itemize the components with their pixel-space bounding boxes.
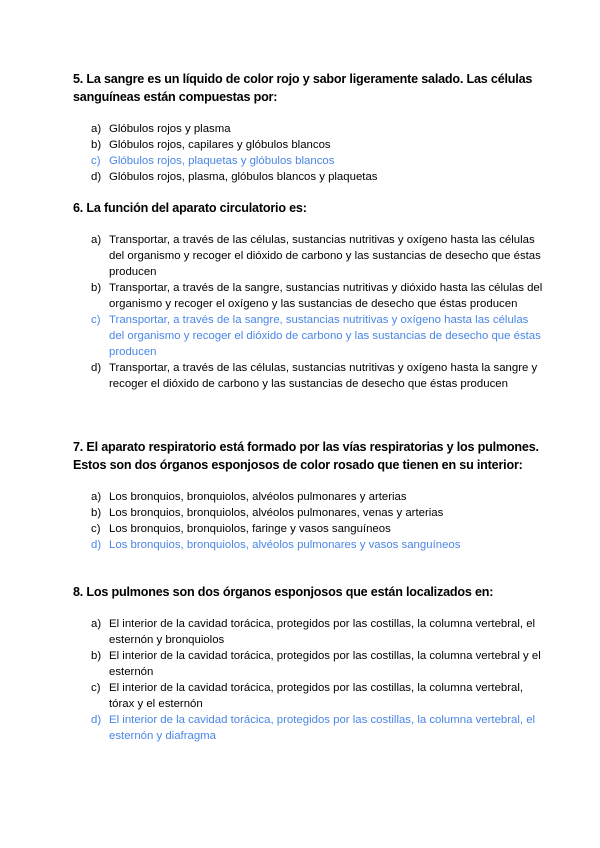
option-letter: d)	[91, 171, 102, 183]
question-text: 5. La sangre es un líquido de color rojo y sabor ligeramente salado. Las células sanguíneas están compuestas por:	[73, 72, 533, 104]
question-5	[73, 70, 543, 185]
option-c-correct	[73, 312, 543, 360]
option-letter: a)	[91, 234, 102, 246]
option-letter: d)	[91, 362, 102, 374]
option-a	[73, 489, 543, 505]
option-letter: b)	[91, 507, 102, 519]
option-text: El interior de la cavidad torácica, protegidos por las costillas, la columna vertebral y el esternón	[109, 650, 541, 678]
option-c-correct	[73, 153, 543, 169]
question-text: 6. La función del aparato circulatorio es:	[73, 201, 307, 215]
question-8	[73, 583, 543, 744]
option-a	[73, 232, 543, 280]
option-list	[73, 121, 543, 185]
option-letter: a)	[91, 123, 102, 135]
option-letter: d)	[91, 539, 102, 551]
option-letter: c)	[91, 155, 101, 167]
option-text: El interior de la cavidad torácica, protegidos por las costillas, la columna vertebral, el esternón y bronquiolos	[109, 618, 536, 646]
option-text: Transportar, a través de la sangre, sustancias nutritivas y oxígeno hasta las células del organismo y recoger el dióxido de carbono y las sustancias de desecho que éstas producen	[109, 314, 541, 358]
option-text: Los bronquios, bronquiolos, alvéolos pulmonares y vasos sanguíneos	[109, 539, 461, 551]
option-c	[73, 680, 543, 712]
option-d-correct	[73, 712, 543, 744]
option-text: Transportar, a través de la sangre, sustancias nutritivas y dióxido hasta las células del organismo y recoger el oxígeno y las sustancias de desecho que éstas producen	[109, 282, 543, 310]
option-c	[73, 521, 543, 537]
option-text: Transportar, a través de las células, sustancias nutritivas y oxígeno hasta la sangre y recoger el dióxido de carbono y las sustancias de desecho que éstas producen	[109, 362, 538, 390]
option-text: Los bronquios, bronquiolos, faringe y vasos sanguíneos	[109, 523, 391, 535]
option-text: Glóbulos rojos, plaquetas y glóbulos blancos	[109, 155, 335, 167]
option-a	[73, 121, 543, 137]
question-6	[73, 199, 543, 392]
question-text: 8. Los pulmones son dos órganos esponjosos que están localizados en:	[73, 585, 494, 599]
option-b	[73, 137, 543, 153]
option-letter: a)	[91, 618, 102, 630]
option-d	[73, 360, 543, 392]
option-list	[73, 489, 543, 553]
option-a	[73, 616, 543, 648]
option-b	[73, 648, 543, 680]
question-7	[73, 438, 543, 553]
option-letter: b)	[91, 139, 102, 151]
option-b	[73, 505, 543, 521]
option-text: Los bronquios, bronquiolos, alvéolos pulmonares y arterias	[109, 491, 407, 503]
option-text: Glóbulos rojos y plasma	[109, 123, 231, 135]
option-list	[73, 616, 543, 744]
option-text: Glóbulos rojos, capilares y glóbulos blancos	[109, 139, 331, 151]
option-list	[73, 232, 543, 392]
question-text: 7. El aparato respiratorio está formado por las vías respiratorias y los pulmones. Estos son dos órganos esponjosos de color rosado que tienen en su interior:	[73, 440, 539, 472]
option-text: El interior de la cavidad torácica, protegidos por las costillas, la columna vertebral, tórax y el esternón	[109, 682, 524, 710]
option-letter: b)	[91, 650, 102, 662]
option-letter: c)	[91, 523, 101, 535]
option-d	[73, 169, 543, 185]
option-letter: d)	[91, 714, 102, 726]
option-letter: c)	[91, 682, 101, 694]
option-letter: c)	[91, 314, 101, 326]
option-letter: a)	[91, 491, 102, 503]
option-letter: b)	[91, 282, 102, 294]
option-text: Glóbulos rojos, plasma, glóbulos blancos y plaquetas	[109, 171, 378, 183]
option-text: Transportar, a través de las células, sustancias nutritivas y oxígeno hasta las células del organismo y recoger el dióxido de carbono y las sustancias de desecho que éstas producen	[109, 234, 541, 278]
option-text: Los bronquios, bronquiolos, alvéolos pulmonares, venas y arterias	[109, 507, 444, 519]
option-b	[73, 280, 543, 312]
option-d-correct	[73, 537, 543, 553]
option-text: El interior de la cavidad torácica, protegidos por las costillas, la columna vertebral, el esternón y diafragma	[109, 714, 536, 742]
